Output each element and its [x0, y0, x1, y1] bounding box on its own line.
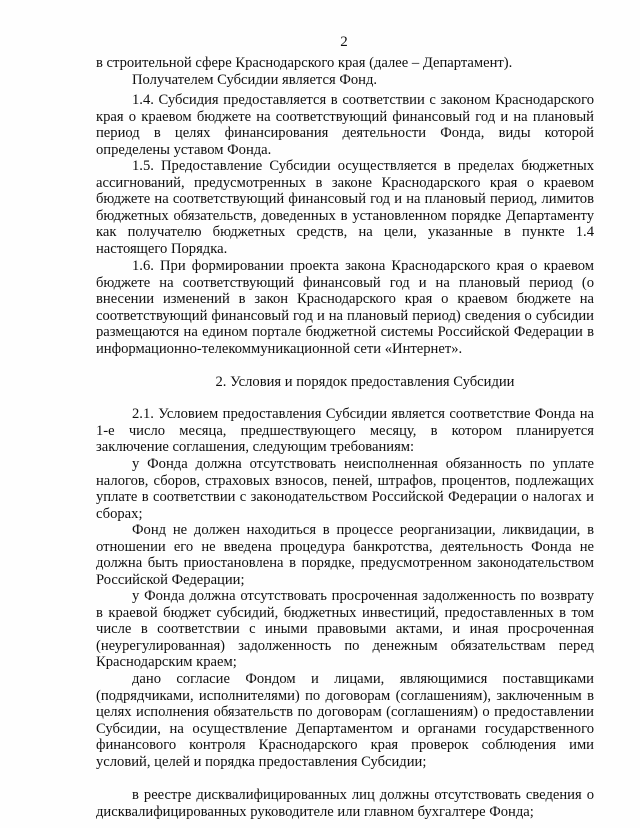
paragraph: Получателем Субсидии является Фонд.	[132, 72, 378, 88]
clause-1-6	[96, 258, 594, 358]
paragraph-continuation	[96, 55, 594, 72]
clause-1-4	[96, 92, 594, 158]
requirement-taxes	[96, 456, 594, 522]
section-heading: 2. Условия и порядок предоставления Субсидии	[215, 374, 515, 390]
paragraph: в строительной сфере Краснодарского края (далее – Департамент).	[96, 55, 513, 71]
paragraph: 1.6. При формировании проекта закона Краснодарского края о краевом бюджете на соответствующий финансовый год и на плановый период (о внесении изменений в закон Краснодарского края о краевом бюджете на соответствующий финансовый год и на плановый период) сведения о субсидии размещаются на едином портале бюджетной системы Российской Федерации в информационно-телекоммуникационной сети «Интернет».	[96, 258, 594, 357]
paragraph: Фонд не должен находиться в процессе реорганизации, ликвидации, в отношении его не введена процедура банкротства, деятельность Фонда не должна быть приостановлена в порядке, предусмотренном законодательством Российской Федерации;	[96, 522, 594, 588]
requirement-reorganization	[96, 522, 594, 588]
paragraph-recipient	[96, 72, 594, 89]
paragraph: 1.4. Субсидия предоставляется в соответствии с законом Краснодарского края о краевом бюджете на соответствующий финансовый год и на плановый период в целях финансирования деятельности Фонда, виды которой определены уставом Фонда.	[96, 92, 594, 158]
paragraph: у Фонда должна отсутствовать неисполненная обязанность по уплате налогов, сборов, страховых взносов, пеней, штрафов, процентов, подлежащих уплате в соответствии с законодательством Российской Федерации о налогах и сборах;	[96, 456, 594, 522]
clause-1-5	[96, 158, 594, 258]
paragraph: у Фонда должна отсутствовать просроченная задолженность по возврату в краевой бюджет субсидий, бюджетных инвестиций, предоставленных в том числе в соответствии с иными правовыми актами, и иная просроченная (неурегулированная) задолженность по денежным обязательствам перед Краснодарским краем;	[96, 588, 594, 671]
section-heading-block	[96, 374, 594, 391]
requirement-consent	[96, 671, 594, 771]
paragraph: дано согласие Фондом и лицами, являющимися поставщиками (подрядчиками, исполнителями) по договорам (соглашениям), заключенным в целях исполнения обязательств по договорам (соглашениям) о предоставлении Субсидии, на осуществление Департаментом и органами государственного финансового контроля Краснодарского края проверок соблюдения ими условий, целей и порядка предоставления Субсидии;	[96, 671, 594, 770]
paragraph: 2.1. Условием предоставления Субсидии является соответствие Фонда на 1-е число месяца, предшествующего месяцу, в котором планируется заключение соглашения, следующим требованиям:	[96, 406, 594, 456]
clause-2-1	[96, 406, 594, 456]
paragraph: в реестре дисквалифицированных лиц должны отсутствовать сведения о дисквалифицированных руководителе или главном бухгалтере Фонда;	[96, 787, 594, 820]
page-number: 2	[340, 34, 348, 50]
paragraph: 1.5. Предоставление Субсидии осуществляется в пределах бюджетных ассигнований, предусмотренных в законе Краснодарского края о краевом бюджете на соответствующий финансовый год и на плановый период, лимитов бюджетных обязательств, доведенных в установленном порядке Департаменту как получателю бюджетных средств, на цели, указанные в пункте 1.4 настоящего Порядка.	[96, 158, 594, 257]
requirement-debts	[96, 588, 594, 671]
requirement-registry	[96, 787, 594, 820]
